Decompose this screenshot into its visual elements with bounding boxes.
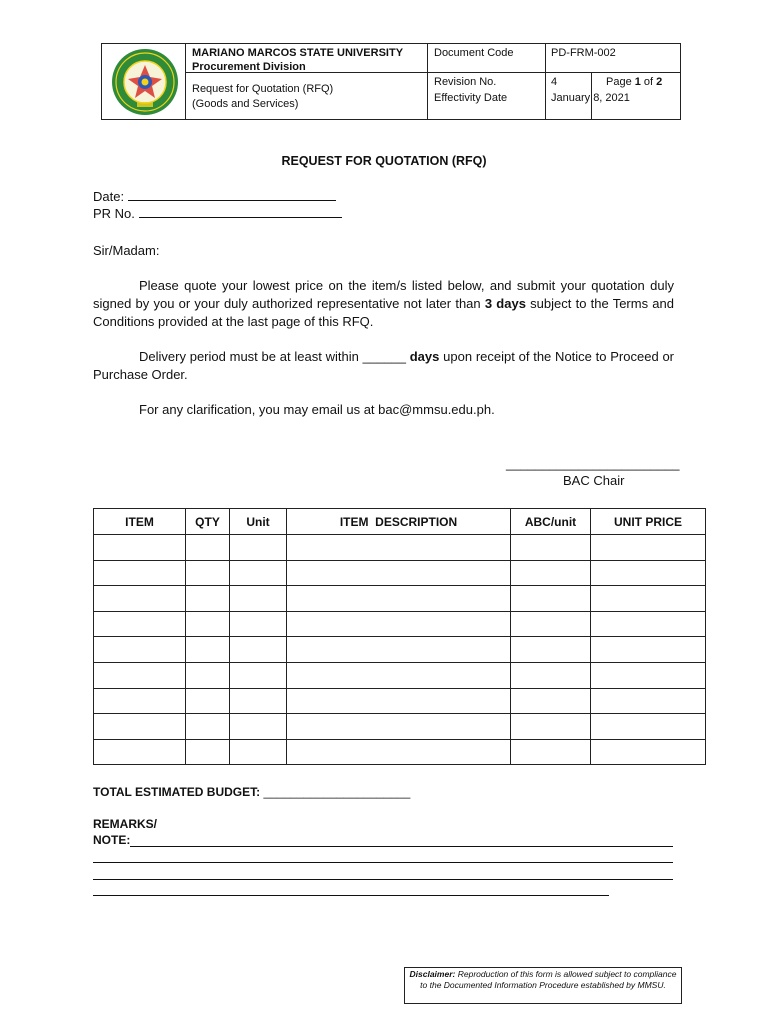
table-cell[interactable] [186,688,230,714]
effectivity-label: Effectivity Date [434,92,508,104]
table-row [94,611,706,637]
table-cell[interactable] [591,637,706,663]
table-cell[interactable] [511,662,591,688]
table-cell[interactable] [94,637,186,663]
instruction-paragraph: Please quote your lowest price on the item/s listed below, and submit your quotation duly signed by you or your duly authorized representative not later than 3 days subject to the Terms and Conditions provided at the last page of this RFQ. [93,278,674,329]
university-seal-logo [110,47,180,117]
table-cell[interactable] [230,535,287,561]
column-header-unit-price: UNIT PRICE [591,509,706,535]
table-cell[interactable] [230,611,287,637]
table-cell[interactable] [94,611,186,637]
column-header-qty: QTY [186,509,230,535]
table-cell[interactable] [230,739,287,765]
table-cell[interactable] [511,739,591,765]
table-cell[interactable] [591,560,706,586]
remarks-line-1[interactable] [130,846,673,847]
table-cell[interactable] [287,637,511,663]
table-cell[interactable] [186,662,230,688]
remarks-line-4[interactable] [93,895,609,896]
table-row [94,714,706,740]
table-cell[interactable] [186,586,230,612]
table-cell[interactable] [186,637,230,663]
table-cell[interactable] [94,535,186,561]
table-cell[interactable] [287,586,511,612]
form-name-line2: (Goods and Services) [192,98,299,110]
table-cell[interactable] [94,560,186,586]
table-cell[interactable] [591,611,706,637]
total-estimated-budget-field[interactable]: TOTAL ESTIMATED BUDGET: ______________________ [93,785,411,799]
table-cell[interactable] [230,714,287,740]
column-header-item-description: ITEM DESCRIPTION [287,509,511,535]
table-cell[interactable] [94,714,186,740]
table-cell[interactable] [94,739,186,765]
table-cell[interactable] [511,560,591,586]
clarification-paragraph: For any clarification, you may email us at bac@mmsu.edu.ph. [139,402,495,417]
table-cell[interactable] [94,688,186,714]
table-row [94,688,706,714]
table-cell[interactable] [287,714,511,740]
revision-value: 4 [551,76,558,88]
table-cell[interactable] [186,560,230,586]
table-cell[interactable] [230,637,287,663]
table-cell[interactable] [591,714,706,740]
table-cell[interactable] [230,560,287,586]
university-name: MARIANO MARCOS STATE UNIVERSITY [192,47,404,59]
table-cell[interactable] [186,535,230,561]
remarks-label: REMARKS/ [93,817,158,831]
table-cell[interactable] [511,535,591,561]
table-row [94,739,706,765]
signature-line: ________________________ [506,456,680,471]
items-table [93,508,706,765]
page-title: REQUEST FOR QUOTATION (RFQ) [281,154,487,168]
delivery-paragraph: Delivery period must be at least within ______ days upon receipt of the Notice to Proceed or Purchase Order. [93,349,675,382]
table-cell[interactable] [186,739,230,765]
document-code-label: Document Code [434,47,514,59]
document-header [101,43,681,120]
table-cell[interactable] [230,662,287,688]
table-cell[interactable] [287,611,511,637]
table-cell[interactable] [511,637,591,663]
table-cell[interactable] [287,560,511,586]
date-field[interactable]: Date: [93,188,336,206]
table-row [94,535,706,561]
table-row [94,637,706,663]
table-cell[interactable] [511,688,591,714]
table-cell[interactable] [287,535,511,561]
page-indicator: Page 1 of 2 [606,76,663,88]
remarks-line-3[interactable] [93,879,673,880]
table-row [94,662,706,688]
document-code-value: PD-FRM-002 [551,47,616,59]
table-cell[interactable] [287,688,511,714]
table-cell[interactable] [591,688,706,714]
column-header-unit: Unit [230,509,287,535]
column-header-item: ITEM [94,509,186,535]
note-label: NOTE: [93,833,131,847]
signatory-title: BAC Chair [563,473,625,488]
table-cell[interactable] [94,586,186,612]
division-name: Procurement Division [192,61,306,73]
table-cell[interactable] [591,662,706,688]
table-cell[interactable] [511,611,591,637]
table-row [94,560,706,586]
effectivity-value: January 8, 2021 [551,92,630,104]
revision-label: Revision No. [434,76,497,88]
table-cell[interactable] [591,535,706,561]
disclaimer-box: Disclaimer: Reproduction of this form is allowed subject to compliance to the Documented Information Procedure established by MMSU. [404,967,682,1004]
table-cell[interactable] [186,611,230,637]
table-header-row [94,509,706,535]
table-cell[interactable] [287,662,511,688]
remarks-line-2[interactable] [93,862,673,863]
form-name-line1: Request for Quotation (RFQ) [192,83,334,95]
salutation: Sir/Madam: [93,243,160,258]
table-cell[interactable] [287,739,511,765]
table-cell[interactable] [591,739,706,765]
column-header-abc-unit: ABC/unit [511,509,591,535]
table-cell[interactable] [511,714,591,740]
table-cell[interactable] [591,586,706,612]
table-cell[interactable] [94,662,186,688]
table-cell[interactable] [511,586,591,612]
table-cell[interactable] [230,586,287,612]
table-row [94,586,706,612]
table-cell[interactable] [186,714,230,740]
pr-number-field[interactable]: PR No. [93,205,342,223]
table-cell[interactable] [230,688,287,714]
